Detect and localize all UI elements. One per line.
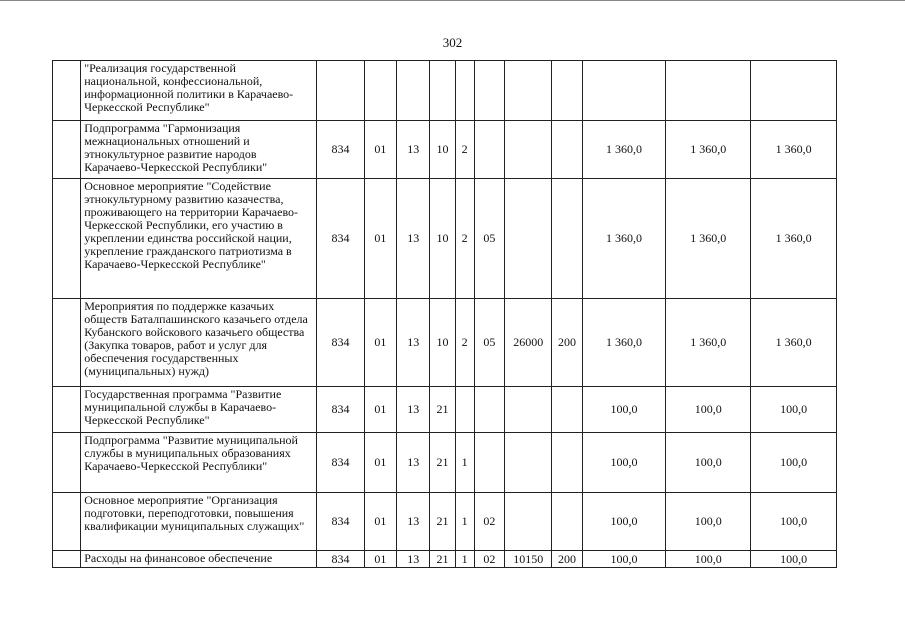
direction-cell [504,433,551,493]
sum-year2-cell: 100,0 [666,493,751,551]
row-number-cell [53,433,81,493]
subprogram-cell: 1 [455,493,474,551]
subsection-cell: 13 [397,493,430,551]
row-number-cell [53,387,81,433]
sum-year1-cell: 1 360,0 [582,179,666,299]
sum-year2-cell [666,61,751,121]
description-cell: Подпрограмма "Развитие муниципальной службы в муниципальных образованиях Карачаево-Черкесской Республики" [81,433,317,493]
description-cell: Основное мероприятие "Организация подготовки, переподготовки, повышения квалификации муниципальных служащих" [81,493,317,551]
table-row [53,387,837,433]
sum-year2-cell: 1 360,0 [666,121,751,179]
measure-cell [474,121,504,179]
admin-code-cell: 834 [317,493,364,551]
subsection-cell: 13 [397,551,430,568]
sum-year1-cell: 100,0 [582,387,666,433]
section-cell: 01 [364,299,396,387]
expense-type-cell: 200 [552,551,582,568]
description-cell: Основное мероприятие "Содействие этнокультурному развитию казачества, проживающего на территории Карачаево-Черкесской Республики, его участию в укреплении единства российской нации, укрепление гражданского патриотизма в Карачаево-Черкесской Республике" [81,179,317,299]
direction-cell [504,121,551,179]
program-cell: 21 [430,551,455,568]
budget-table [52,60,837,568]
section-cell: 01 [364,493,396,551]
program-cell: 10 [430,299,455,387]
description-cell: Мероприятия по поддержке казачьих обществ Баталпашинского казачьего отдела Кубанского войскового казачьего общества (Закупка товаров, работ и услуг для обеспечения государственных (муниципальных) нужд) [81,299,317,387]
sum-year3-cell: 100,0 [751,433,837,493]
table-row [53,299,837,387]
table-row [53,61,837,121]
sum-year3-cell: 1 360,0 [751,179,837,299]
program-cell: 21 [430,387,455,433]
row-number-cell [53,179,81,299]
program-cell: 21 [430,493,455,551]
subprogram-cell: 1 [455,551,474,568]
page-number: 302 [442,35,463,50]
section-cell [364,61,396,121]
description-cell: "Реализация государственной национальной, конфессиональной, информационной политики в Карачаево-Черкесской Республике" [81,61,317,121]
subprogram-cell: 2 [455,121,474,179]
section-cell: 01 [364,551,396,568]
sum-year3-cell: 100,0 [751,551,837,568]
subsection-cell [397,61,430,121]
table-row [53,433,837,493]
direction-cell [504,61,551,121]
expense-type-cell [552,387,582,433]
sum-year2-cell: 1 360,0 [666,299,751,387]
subsection-cell: 13 [397,121,430,179]
table-body [53,61,837,568]
sum-year1-cell [582,61,666,121]
expense-type-cell [552,61,582,121]
direction-cell: 26000 [504,299,551,387]
sum-year2-cell: 100,0 [666,551,751,568]
program-cell: 10 [430,121,455,179]
sum-year3-cell: 100,0 [751,493,837,551]
sum-year3-cell: 1 360,0 [751,299,837,387]
sum-year3-cell [751,61,837,121]
sum-year3-cell: 1 360,0 [751,121,837,179]
subprogram-cell [455,387,474,433]
subsection-cell: 13 [397,179,430,299]
admin-code-cell: 834 [317,433,364,493]
subsection-cell: 13 [397,433,430,493]
description-cell: Государственная программа "Развитие муниципальной службы в Карачаево-Черкесской Республике" [81,387,317,433]
direction-cell: 10150 [504,551,551,568]
expense-type-cell [552,121,582,179]
measure-cell: 02 [474,493,504,551]
section-cell: 01 [364,179,396,299]
sum-year1-cell: 1 360,0 [582,299,666,387]
row-number-cell [53,299,81,387]
admin-code-cell: 834 [317,121,364,179]
measure-cell: 05 [474,299,504,387]
measure-cell: 05 [474,179,504,299]
sum-year1-cell: 100,0 [582,433,666,493]
section-cell: 01 [364,121,396,179]
measure-cell: 02 [474,551,504,568]
sum-year2-cell: 100,0 [666,433,751,493]
table-row [53,121,837,179]
direction-cell [504,387,551,433]
measure-cell [474,433,504,493]
row-number-cell [53,551,81,568]
section-cell: 01 [364,433,396,493]
measure-cell [474,61,504,121]
table-row [53,493,837,551]
subprogram-cell [455,61,474,121]
program-cell: 10 [430,179,455,299]
measure-cell [474,387,504,433]
admin-code-cell: 834 [317,387,364,433]
description-cell: Расходы на финансовое обеспечение [81,551,317,568]
row-number-cell [53,121,81,179]
sum-year3-cell: 100,0 [751,387,837,433]
admin-code-cell [317,61,364,121]
sum-year1-cell: 100,0 [582,493,666,551]
page-edge-line [0,0,905,1]
expense-type-cell: 200 [552,299,582,387]
row-number-cell [53,493,81,551]
admin-code-cell: 834 [317,299,364,387]
subsection-cell: 13 [397,299,430,387]
sum-year2-cell: 100,0 [666,387,751,433]
program-cell: 21 [430,433,455,493]
program-cell [430,61,455,121]
subprogram-cell: 2 [455,299,474,387]
sum-year2-cell: 1 360,0 [666,179,751,299]
row-number-cell [53,61,81,121]
direction-cell [504,493,551,551]
expense-type-cell [552,179,582,299]
subprogram-cell: 1 [455,433,474,493]
sum-year1-cell: 100,0 [582,551,666,568]
table-row [53,179,837,299]
sum-year1-cell: 1 360,0 [582,121,666,179]
subsection-cell: 13 [397,387,430,433]
direction-cell [504,179,551,299]
section-cell: 01 [364,387,396,433]
description-cell: Подпрограмма "Гармонизация межнациональных отношений и этнокультурное развитие народов Карачаево-Черкесской Республики" [81,121,317,179]
table-row [53,551,837,568]
admin-code-cell: 834 [317,179,364,299]
expense-type-cell [552,433,582,493]
admin-code-cell: 834 [317,551,364,568]
subprogram-cell: 2 [455,179,474,299]
expense-type-cell [552,493,582,551]
